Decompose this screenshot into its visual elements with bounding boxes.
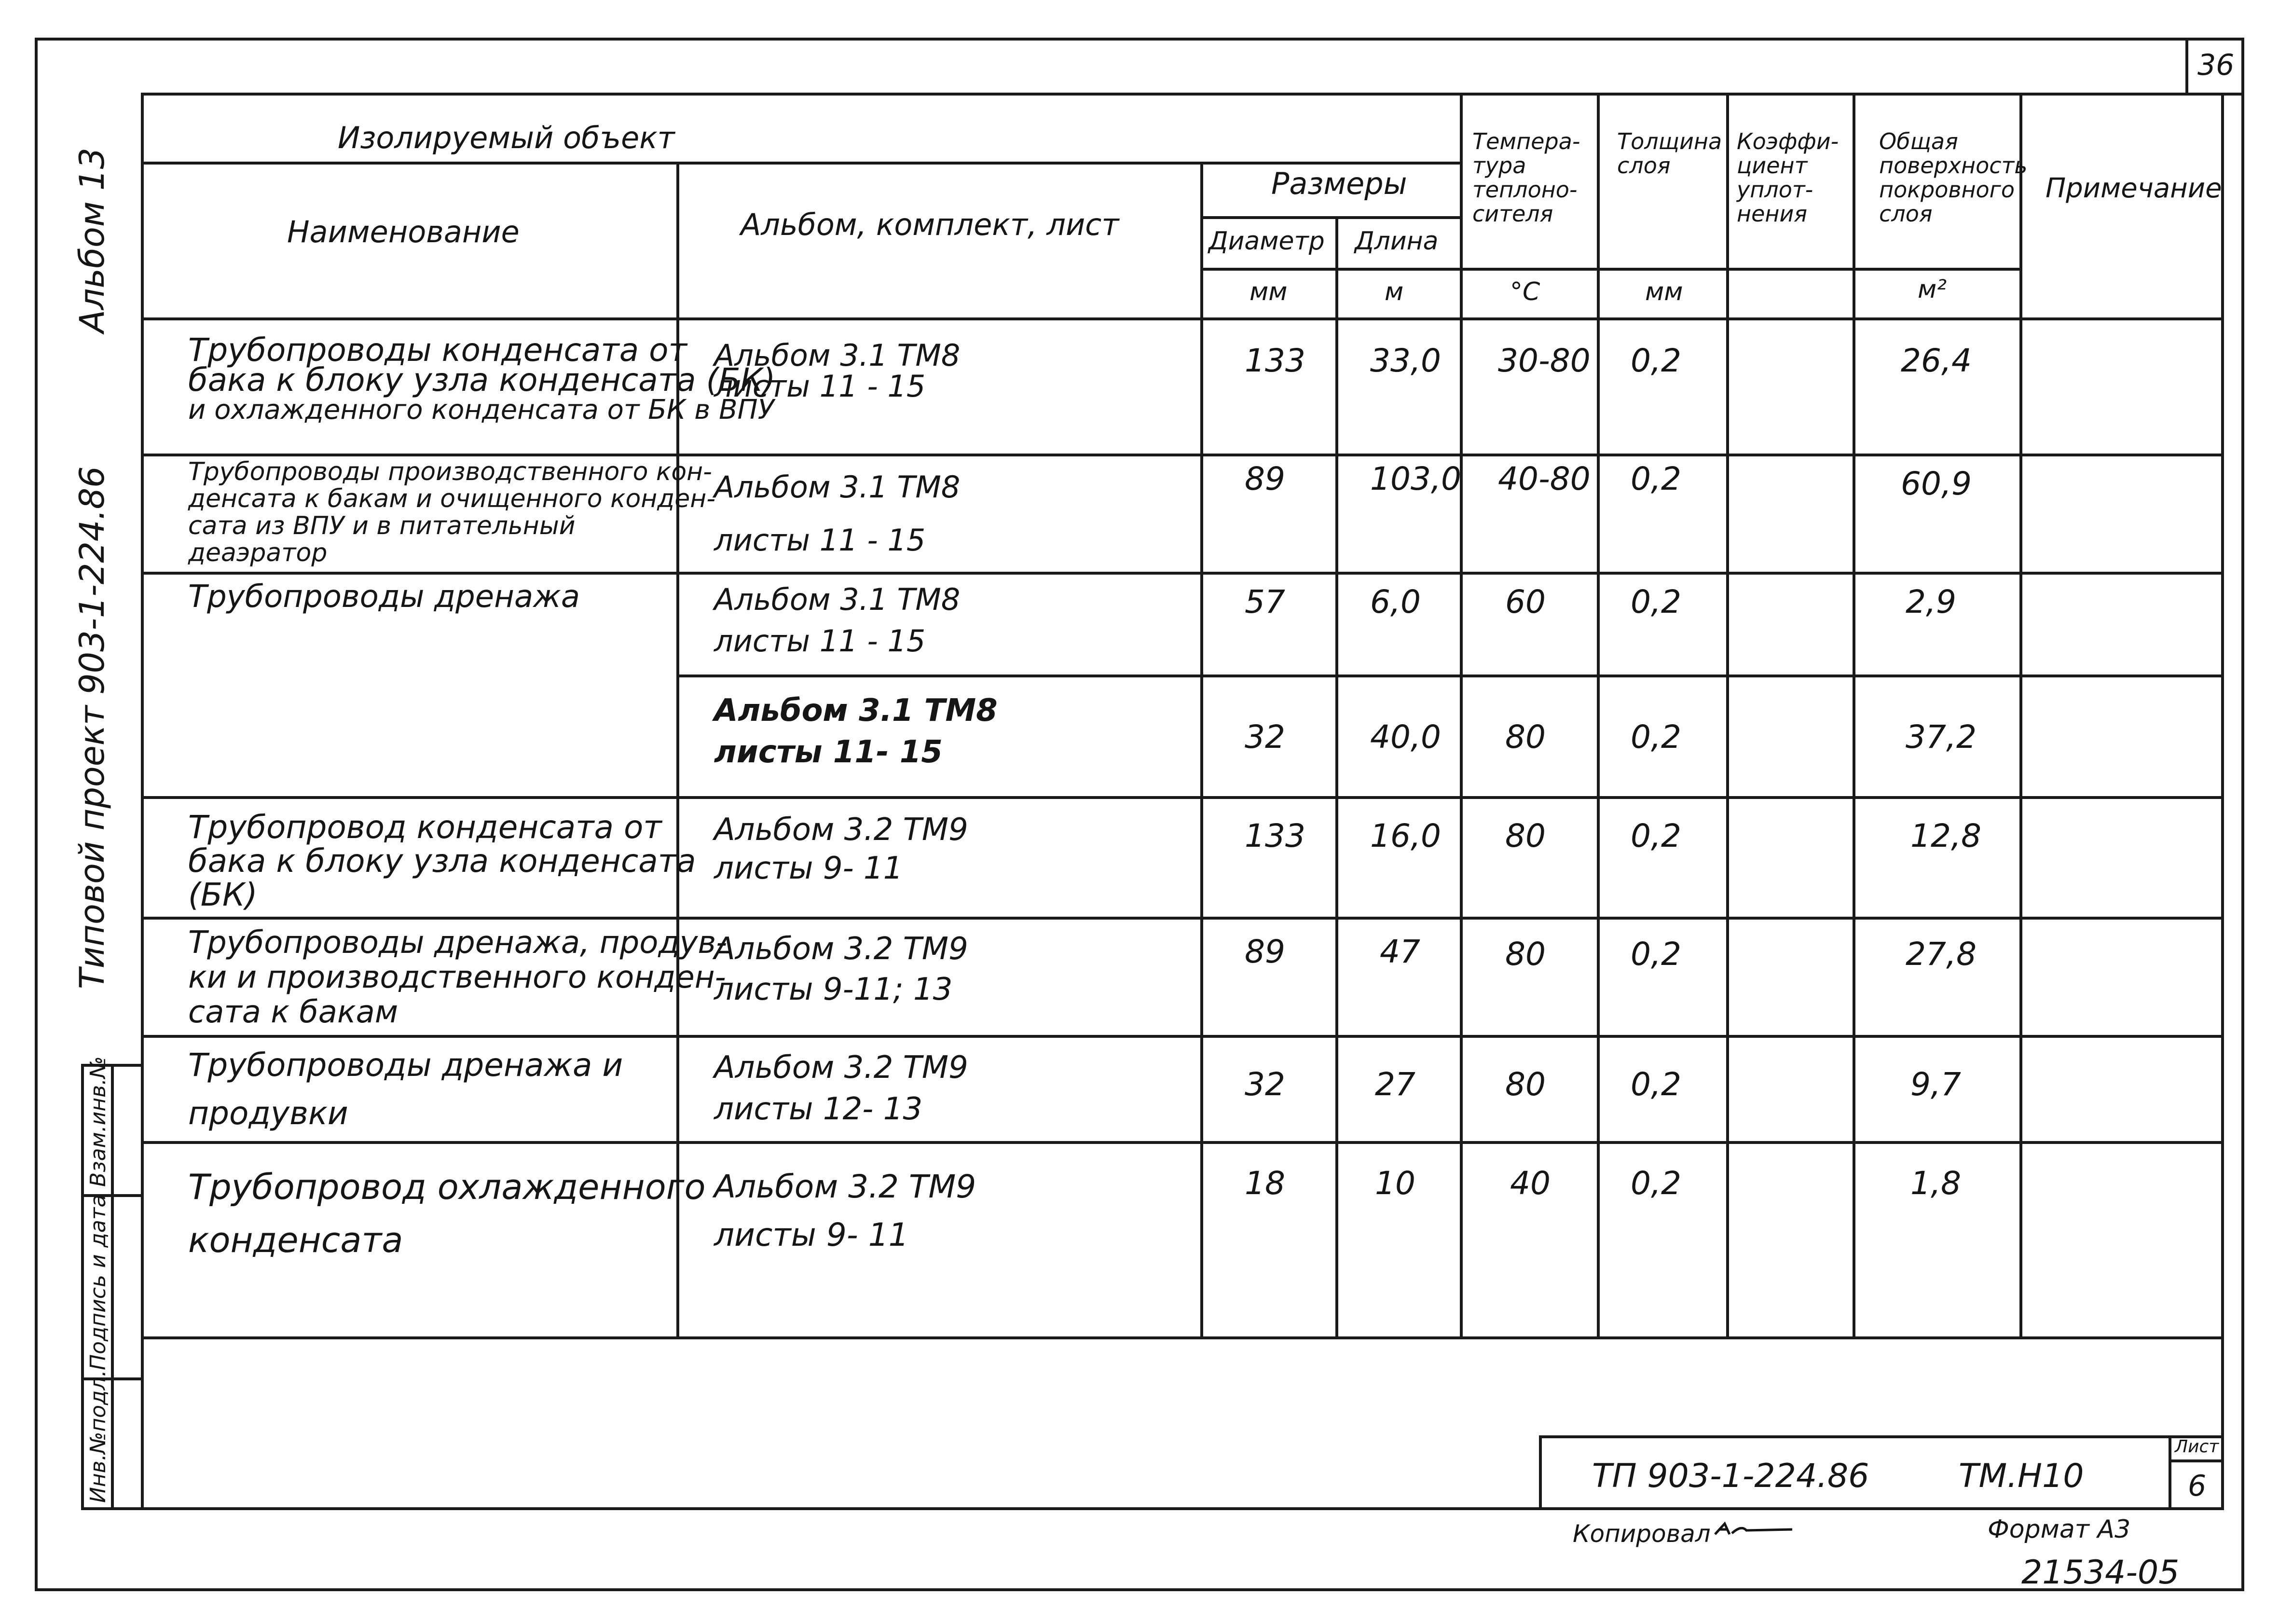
- unit-length: м: [1385, 277, 1404, 306]
- header-line: [1203, 268, 2022, 271]
- copier-signature: [1713, 1520, 1795, 1539]
- stamp-divider: [111, 1064, 114, 1510]
- row-line: [141, 1141, 2224, 1144]
- row-diameter: 89: [1245, 933, 1285, 970]
- header-album: Альбом, комплект, лист: [741, 207, 1119, 242]
- row-temperature: 60: [1505, 583, 1546, 620]
- footer-format: Формат А3: [1988, 1515, 2131, 1544]
- row-surface: 26,4: [1901, 342, 1972, 379]
- unit-temperature: °С: [1510, 277, 1540, 306]
- row-surface: 37,2: [1906, 718, 1977, 756]
- header-object: Изолируемый объект: [338, 120, 675, 155]
- row-name: Трубопровод конденсата от бака к блоку узла конденсата (БК): [188, 809, 696, 913]
- row-album: Альбом 3.2 ТМ9 листы 9-11; 13: [714, 931, 968, 1007]
- row-line: [141, 1035, 2224, 1038]
- stamp-label-signature: Подпись и дата: [86, 1194, 110, 1370]
- row-album: Альбом 3.1 ТМ8 листы 11- 15: [714, 693, 998, 770]
- row-temperature: 80: [1505, 1066, 1546, 1103]
- row-length: 33,0: [1370, 342, 1441, 379]
- title-block-divider: [2169, 1459, 2224, 1462]
- row-name: Трубопроводы дренажа, продув- ки и производственного конден- сата к бакам: [188, 925, 728, 1030]
- row-line: [141, 572, 2224, 575]
- col-line: [1853, 93, 1855, 1336]
- row-name: Трубопроводы конденсата от бака к блоку узла конденсата (БК) и охлажденного конденсата от БК в ВПУ: [188, 331, 776, 426]
- row-album: Альбом 3.1 ТМ8 листы 11 - 15: [714, 338, 961, 404]
- row-name: Трубопроводы дренажа и продувки: [188, 1046, 623, 1132]
- row-length: 103,0: [1370, 460, 1461, 497]
- stamp-label-replace: Взам.инв.№: [86, 1056, 110, 1187]
- row-line: [141, 1336, 2224, 1339]
- row-thickness: 0,2: [1631, 1165, 1681, 1202]
- row-surface: 1,8: [1910, 1165, 1961, 1202]
- title-block-divider: [2169, 1435, 2171, 1510]
- row-temperature: 30-80: [1498, 342, 1591, 379]
- col-line: [2019, 93, 2022, 1336]
- row-album: Альбом 3.1 ТМ8 листы 11 - 15: [714, 582, 961, 659]
- row-surface: 2,9: [1906, 583, 1956, 620]
- title-block-code: ТП 903-1-224.86: [1592, 1457, 1869, 1495]
- header-surface: Общая поверхность покровного слоя: [1879, 128, 2028, 227]
- row-diameter: 133: [1245, 817, 1305, 854]
- row-line: [141, 917, 2224, 920]
- row-diameter: 18: [1245, 1165, 1285, 1202]
- row-thickness: 0,2: [1631, 718, 1681, 756]
- unit-surface: м²: [1918, 275, 1947, 304]
- side-label-album: Альбом 13: [72, 147, 112, 333]
- main-table-frame: [141, 93, 2224, 1510]
- row-diameter: 32: [1245, 1066, 1285, 1103]
- row-temperature: 80: [1505, 936, 1546, 973]
- row-album: Альбом 3.2 ТМ9 листы 9- 11: [714, 812, 968, 886]
- header-line: [141, 317, 2224, 320]
- row-diameter: 57: [1245, 583, 1285, 620]
- footer-copied: Копировал: [1573, 1520, 1711, 1548]
- stamp-label-inventory: Инв.№подл.: [86, 1370, 110, 1503]
- row-temperature: 80: [1505, 718, 1546, 756]
- row-surface: 60,9: [1901, 465, 1972, 502]
- header-coefficient: Коэффи- циент уплот- нения: [1737, 128, 1839, 227]
- row-diameter: 133: [1245, 342, 1305, 379]
- header-sizes: Размеры: [1271, 166, 1407, 201]
- row-temperature: 40: [1510, 1165, 1551, 1202]
- row-album: Альбом 3.2 ТМ9 листы 12- 13: [714, 1050, 968, 1127]
- row-name: Трубопроводы производственного кон- денсата к бакам и очищенного конден- сата из ВПУ и в питательный деаэратор: [188, 457, 716, 567]
- col-line: [1200, 162, 1203, 1336]
- col-line: [1726, 93, 1729, 1336]
- row-length: 27: [1375, 1066, 1415, 1103]
- side-label-project: Типовой проект 903-1-224.86: [72, 466, 112, 989]
- row-thickness: 0,2: [1631, 460, 1681, 497]
- row-length: 10: [1375, 1165, 1415, 1202]
- row-temperature: 40-80: [1498, 460, 1591, 497]
- row-length: 47: [1380, 933, 1420, 970]
- col-line: [1460, 93, 1463, 1336]
- header-line: [1203, 216, 1463, 219]
- row-temperature: 80: [1505, 817, 1546, 854]
- footer-number: 21534-05: [2021, 1554, 2180, 1592]
- row-line: [141, 454, 2224, 456]
- row-length: 6,0: [1370, 583, 1421, 620]
- header-temperature: Темпера- тура теплоно- сителя: [1472, 128, 1580, 227]
- row-diameter: 32: [1245, 718, 1285, 756]
- row-surface: 12,8: [1910, 817, 1981, 854]
- row-line: [141, 796, 2224, 799]
- header-diameter: Диаметр: [1208, 227, 1325, 256]
- row-line: [676, 674, 2224, 677]
- title-block-sheet-label: Лист: [2175, 1437, 2219, 1457]
- row-diameter: 89: [1245, 460, 1285, 497]
- header-note: Примечание: [2046, 173, 2222, 204]
- unit-diameter: мм: [1249, 277, 1288, 306]
- row-name: Трубопровод охлажденного конденсата: [188, 1167, 706, 1260]
- row-length: 16,0: [1370, 817, 1441, 854]
- row-thickness: 0,2: [1631, 936, 1681, 973]
- row-thickness: 0,2: [1631, 583, 1681, 620]
- row-album: Альбом 3.2 ТМ9 листы 9- 11: [714, 1168, 976, 1253]
- row-thickness: 0,2: [1631, 817, 1681, 854]
- header-thickness: Толщина слоя: [1617, 128, 1722, 179]
- header-name: Наименование: [287, 214, 520, 249]
- row-surface: 9,7: [1910, 1066, 1961, 1103]
- col-line: [1335, 216, 1338, 1336]
- row-length: 40,0: [1370, 718, 1441, 756]
- header-length: Длина: [1355, 227, 1439, 256]
- row-album: Альбом 3.1 ТМ8 листы 11 - 15: [714, 469, 961, 558]
- row-thickness: 0,2: [1631, 1066, 1681, 1103]
- header-line: [141, 162, 1463, 165]
- title-block-sheet: 6: [2188, 1469, 2207, 1503]
- col-line: [1597, 93, 1600, 1336]
- sheet-number: 36: [2197, 48, 2235, 82]
- unit-thickness: мм: [1645, 277, 1683, 306]
- title-block-mark: ТМ.Н10: [1959, 1457, 2084, 1495]
- row-surface: 27,8: [1906, 936, 1977, 973]
- row-name: Трубопроводы дренажа: [188, 579, 580, 615]
- row-thickness: 0,2: [1631, 342, 1681, 379]
